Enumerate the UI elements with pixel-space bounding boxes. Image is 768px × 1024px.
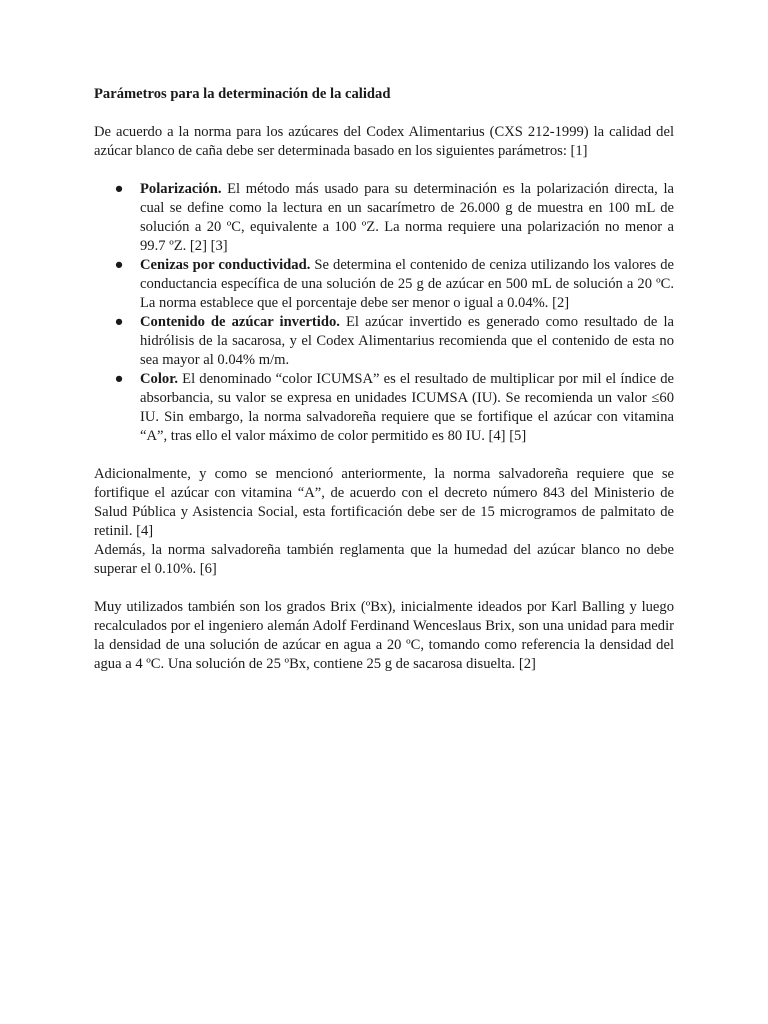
bullet-icon: ● — [114, 181, 124, 197]
fortification-paragraph: Adicionalmente, y como se mencionó anteriormente, la norma salvadoreña requiere que se fortifique el azúcar con vitamina “A”, de acuerdo con el decreto número 843 del Ministerio de Salud Pública y Asistencia Social, esta fortificación debe ser de 15 microgramos de palmitato de retinil. [4] — [94, 466, 674, 539]
list-item-title: Cenizas por conductividad. — [140, 257, 311, 273]
bullet-icon: ● — [114, 314, 124, 330]
list-item-title: Color. — [140, 371, 178, 387]
bullet-icon: ● — [114, 257, 124, 273]
section-heading: Parámetros para la determinación de la calidad — [94, 86, 391, 102]
parameters-list — [94, 180, 674, 446]
list-item-text: El denominado “color ICUMSA” es el resultado de multiplicar por mil el índice de absorbancia, su valor se expresa en unidades ICUMSA (IU). Se recomienda un valor ≤60 IU. Sin embargo, la norma salvadoreña requiere que se fortifique el azúcar con vitamina “A”, tras ello el valor máximo de color permitido es 80 IU. [4] [5] — [140, 371, 674, 444]
bullet-icon: ● — [114, 371, 124, 387]
brix-paragraph: Muy utilizados también son los grados Brix (ºBx), inicialmente ideados por Karl Balling y luego recalculados por el ingeniero alemán Adolf Ferdinand Wenceslaus Brix, son una unidad para medir la densidad de una solución de azúcar en agua a 20 ºC, tomando como referencia la densidad del agua a 4 ºC. Una solución de 25 ºBx, contiene 25 g de sacarosa disuelta. [2] — [94, 599, 674, 672]
humidity-paragraph: Además, la norma salvadoreña también reglamenta que la humedad del azúcar blanco no debe superar el 0.10%. [6] — [94, 542, 674, 577]
list-item-text: Se determina el contenido de ceniza utilizando los valores de conductancia específica de una solución de 25 g de azúcar en 500 mL de solución a 20 ºC. La norma establece que el porcentaje debe ser menor o igual a 0.04%. [2] — [140, 257, 674, 311]
list-item-ash — [94, 256, 674, 313]
list-item-invert-sugar — [94, 313, 674, 370]
document-page — [94, 85, 674, 674]
list-item-title: Contenido de azúcar invertido. — [140, 314, 340, 330]
list-item-text: El método más usado para su determinación es la polarización directa, la cual se define como la lectura en un sacarímetro de 26.000 g de muestra en 100 mL de solución a 20 ºC, equivalente a 100 ºZ. La norma requiere una polarización no menor a 99.7 ºZ. [2] [3] — [140, 181, 674, 254]
intro-paragraph: De acuerdo a la norma para los azúcares del Codex Alimentarius (CXS 212-1999) la calidad del azúcar blanco de caña debe ser determinada basado en los siguientes parámetros: [1] — [94, 124, 674, 159]
list-item-polarization — [94, 180, 674, 256]
list-item-color — [94, 370, 674, 446]
list-item-text: El azúcar invertido es generado como resultado de la hidrólisis de la sacarosa, y el Codex Alimentarius recomienda que el contenido de esta no sea mayor al 0.04% m/m. — [140, 314, 674, 368]
list-item-title: Polarización. — [140, 181, 222, 197]
